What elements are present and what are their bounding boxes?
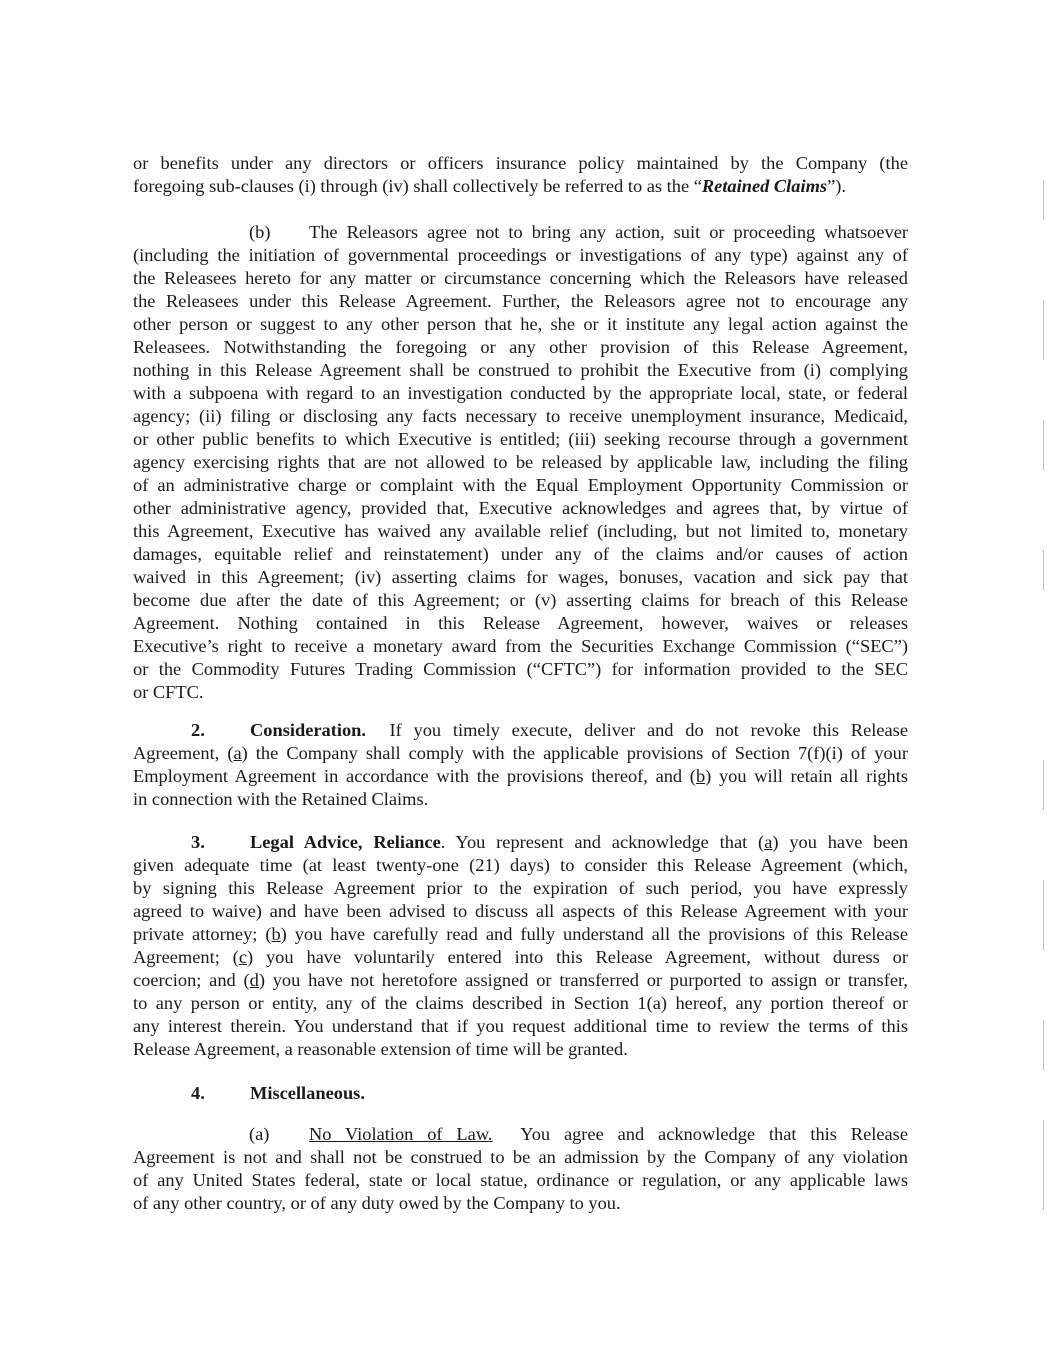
text-line: agency exercising rights that are not allowed to be released by applicable law, including the filing xyxy=(133,452,908,472)
section-number: 2. xyxy=(191,720,205,740)
text-line: by signing this Release Agreement prior to the expiration of such period, you have expressly xyxy=(133,878,908,898)
text-line: other administrative agency, provided that, Executive acknowledges and agrees that, by virtue of xyxy=(133,498,908,518)
text-line: Agreement. Nothing contained in this Release Agreement, however, waives or releases xyxy=(133,613,908,633)
scan-artifact xyxy=(1043,300,1044,360)
text-line: of an administrative charge or complaint with the Equal Employment Opportunity Commission or xyxy=(133,475,908,495)
section-2-consideration xyxy=(133,719,908,811)
text-line: Releasees. Notwithstanding the foregoing or any other provision of this Release Agreement, xyxy=(133,337,908,357)
text-line: (a) No Violation of Law. You agree and acknowledge that this Release xyxy=(249,1124,908,1144)
text-line: any interest therein. You understand that if you request additional time to review the terms of this xyxy=(133,1016,908,1036)
scan-artifact xyxy=(1043,550,1044,590)
text-line: waived in this Agreement; (iv) asserting claims for wages, bonuses, vacation and sick pay that xyxy=(133,567,908,587)
defined-term: Retained Claims xyxy=(701,176,828,196)
text-line: damages, equitable relief and reinstatement) under any of the claims and/or causes of action xyxy=(133,544,908,564)
text-line: other person or suggest to any other person that he, she or it institute any legal action against the xyxy=(133,314,908,334)
scan-artifact xyxy=(1043,880,1044,950)
text-line: of any other country, or of any duty owed by the Company to you. xyxy=(133,1193,621,1213)
text-line: the Releasees hereto for any matter or circumstance concerning which the Releasors have released xyxy=(133,268,908,288)
text-line: agreed to waive) and have been advised to discuss all aspects of this Release Agreement with your xyxy=(133,901,908,921)
paragraph-retained-claims xyxy=(133,152,908,198)
text-line: foregoing sub-clauses (i) through (iv) shall collectively be referred to as the “Retained Claims”). xyxy=(133,176,846,196)
text-line: (b) The Releasors agree not to bring any action, suit or proceeding whatsoever xyxy=(249,222,908,242)
text-line: Agreement; (c) you have voluntarily entered into this Release Agreement, without duress or xyxy=(133,947,909,967)
clause-label: (b) xyxy=(249,222,271,242)
section-4-miscellaneous xyxy=(133,1082,908,1105)
text-line: become due after the date of this Agreement; or (v) asserting claims for breach of this Release xyxy=(133,590,908,610)
text-line: agency; (ii) filing or disclosing any facts necessary to receive unemployment insurance, Medicaid, xyxy=(133,406,908,426)
text-line: or benefits under any directors or officers insurance policy maintained by the Company (the xyxy=(133,153,908,173)
scan-artifact xyxy=(1043,180,1044,220)
paragraph-1b xyxy=(133,221,908,704)
section-heading: Legal Advice, Reliance xyxy=(250,832,441,852)
scan-artifact xyxy=(1043,420,1044,470)
scan-artifact xyxy=(1043,760,1044,810)
text-line: this Agreement, Executive has waived any available relief (including, but not limited to, monetary xyxy=(133,521,908,541)
text-line: to any person or entity, any of the claims described in Section 1(a) hereof, any portion thereof or xyxy=(133,993,908,1013)
section-number: 3. xyxy=(191,832,205,852)
text-line: private attorney; (b) you have carefully read and fully understand all the provisions of this Release xyxy=(133,924,908,944)
text-line: or CFTC. xyxy=(133,682,204,702)
subheading: No Violation of Law. xyxy=(309,1124,493,1144)
text-line: given adequate time (at least twenty-one (21) days) to consider this Release Agreement (which, xyxy=(133,855,908,875)
text-line: in connection with the Retained Claims. xyxy=(133,789,429,809)
text-line: or other public benefits to which Executive is entitled; (iii) seeking recourse through a government xyxy=(133,429,908,449)
text-line: Agreement, (a) the Company shall comply with the applicable provisions of Section 7(f)(i) of your xyxy=(133,743,908,763)
text-line: 3. Legal Advice, Reliance. You represent and acknowledge that (a) you have been xyxy=(133,831,908,854)
text-line xyxy=(133,1082,908,1105)
text-line: coercion; and (d) you have not heretofore assigned or transferred or purported to assign or transfer, xyxy=(133,970,908,990)
text-line: Employment Agreement in accordance with the provisions thereof, and (b) you will retain all rights xyxy=(133,766,908,786)
text-line: 2. Consideration. If you timely execute, deliver and do not revoke this Release xyxy=(133,719,908,742)
text-line: with a subpoena with regard to an investigation conducted by the appropriate local, state, or federal xyxy=(133,383,908,403)
section-heading: Miscellaneous. xyxy=(250,1083,365,1103)
text-line: of any United States federal, state or local statue, ordinance or regulation, or any applicable laws xyxy=(133,1170,908,1190)
text-line: (including the initiation of governmental proceedings or investigations of any type) against any of xyxy=(133,245,908,265)
scan-artifact xyxy=(1043,1020,1044,1070)
section-heading: Consideration. xyxy=(250,720,366,740)
text-line: or the Commodity Futures Trading Commission (“CFTC”) for information provided to the SEC xyxy=(133,659,908,679)
text-line: the Releasees under this Release Agreement. Further, the Releasors agree not to encourage any xyxy=(133,291,908,311)
clause-label: (a) xyxy=(249,1124,270,1144)
section-3-legal-advice xyxy=(133,831,908,1061)
section-number: 4. xyxy=(191,1083,205,1103)
text-line: Release Agreement, a reasonable extension of time will be granted. xyxy=(133,1039,628,1059)
text-line: nothing in this Release Agreement shall be construed to prohibit the Executive from (i) complying xyxy=(133,360,908,380)
text-line: Agreement is not and shall not be construed to be an admission by the Company of any violation xyxy=(133,1147,908,1167)
paragraph-4a-no-violation xyxy=(133,1123,908,1215)
scan-artifact xyxy=(1043,1120,1044,1210)
text-line: Executive’s right to receive a monetary award from the Securities Exchange Commission (“SEC”) xyxy=(133,636,908,656)
